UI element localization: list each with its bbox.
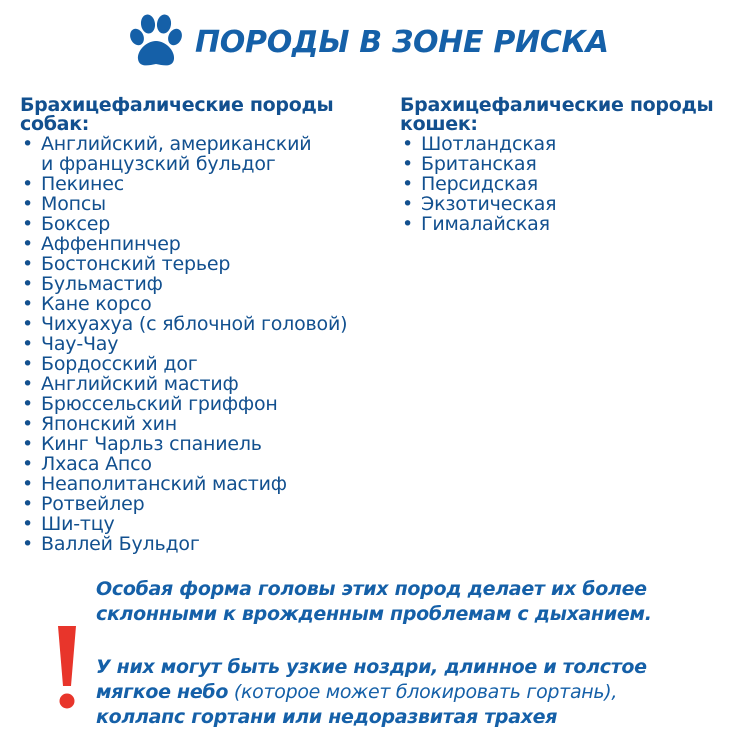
cat-breeds-list — [400, 134, 740, 234]
list-item: • Лхаса Апсо — [20, 454, 390, 474]
list-item: • Кинг Чарльз спаниель — [20, 434, 390, 454]
list-item-text: • Английский, американский — [41, 133, 312, 155]
dog-breeds-list — [20, 134, 390, 554]
list-item: • Пекинес — [20, 174, 390, 194]
list-item: • Бульмастиф — [20, 274, 390, 294]
cat-breeds-title — [400, 96, 740, 134]
head-shape-note-line-1: Особая форма головы этих пород делает их более — [96, 578, 647, 600]
airway-note-line-1: У них могут быть узкие ноздри, длинное и толстое — [96, 656, 647, 678]
cat-breeds-title-line-1: Брахицефалические породы — [400, 94, 714, 116]
list-item: • Бордосский дог — [20, 354, 390, 374]
list-item: • Неаполитанский мастиф — [20, 474, 390, 494]
airway-note-light-text: (которое может блокировать гортань), — [228, 681, 618, 703]
list-item: • Боксер — [20, 214, 390, 234]
dog-breeds-title — [20, 96, 390, 134]
dog-breeds-title-line-2: собак: — [20, 113, 90, 135]
list-item: • Гималайская — [400, 214, 740, 234]
list-item: • Аффенпинчер — [20, 234, 390, 254]
airway-note-line-2 — [96, 680, 647, 705]
list-item: • Ши-тцу — [20, 514, 390, 534]
paw-icon — [125, 13, 187, 71]
dog-breeds-title-line-1: Брахицефалические породы — [20, 94, 334, 116]
list-item: • Японский хин — [20, 414, 390, 434]
page-title: ПОРОДЫ В ЗОНЕ РИСКА — [195, 24, 609, 60]
exclamation-icon — [50, 622, 84, 712]
list-item — [20, 134, 390, 174]
list-item: • Английский мастиф — [20, 374, 390, 394]
list-item: • Ротвейлер — [20, 494, 390, 514]
list-item: • Брюссельский гриффон — [20, 394, 390, 414]
list-item: • Кане корсо — [20, 294, 390, 314]
cat-breeds-title-line-2: кошек: — [400, 113, 478, 135]
list-item: • Валлей Бульдог — [20, 534, 390, 554]
airway-note-bold-text: мягкое небо — [96, 681, 229, 703]
list-item: • Чихуахуа (с яблочной головой) — [20, 314, 390, 334]
cat-breeds-section — [400, 96, 740, 234]
airway-note-line-3: коллапс гортани или недоразвитая трахея — [96, 706, 558, 728]
list-item: • Чау-Чау — [20, 334, 390, 354]
list-item: • Мопсы — [20, 194, 390, 214]
header — [125, 10, 609, 74]
list-item-text-continued: и французский бульдог — [41, 153, 276, 175]
head-shape-note — [96, 577, 652, 627]
dog-breeds-section — [20, 96, 390, 554]
list-item: • Персидская — [400, 174, 740, 194]
airway-note — [96, 655, 647, 730]
list-item: • Шотландская — [400, 134, 740, 154]
list-item: • Экзотическая — [400, 194, 740, 214]
list-item: • Бостонский терьер — [20, 254, 390, 274]
head-shape-note-line-2: склонными к врожденным проблемам с дыханием. — [96, 603, 652, 625]
list-item: • Британская — [400, 154, 740, 174]
